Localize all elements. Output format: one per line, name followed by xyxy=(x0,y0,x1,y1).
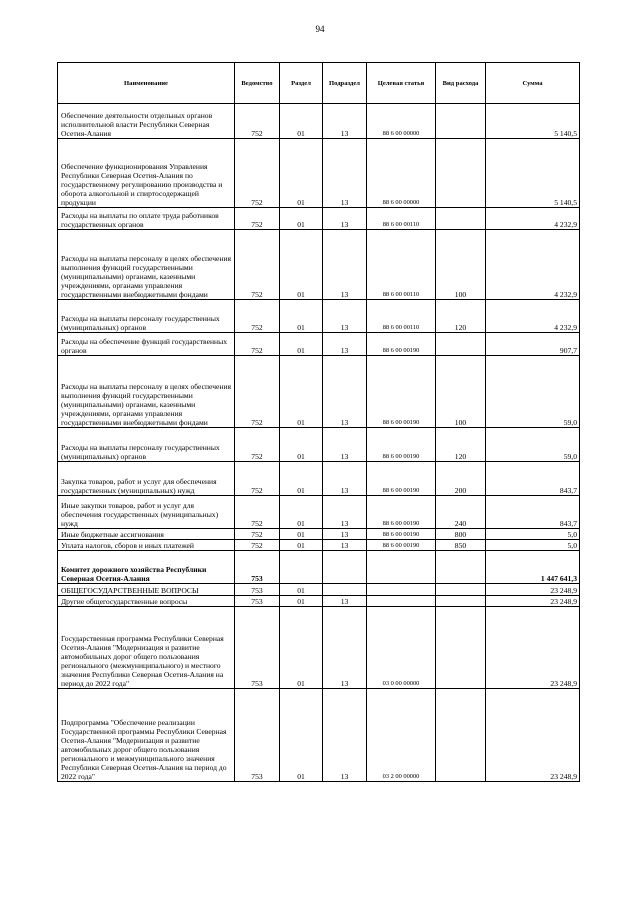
cell-expense-type: 240 xyxy=(436,496,486,529)
cell-target-article: 03 0 00 00000 xyxy=(367,607,436,689)
cell-podrazdel: 13 xyxy=(323,529,367,540)
table-row xyxy=(58,596,580,607)
cell-name: Закупка товаров, работ и услуг для обеспечения государственных (муниципальных) нужд xyxy=(58,462,235,496)
cell-expense-type xyxy=(436,208,486,230)
cell-target-article: 88 6 00 00190 xyxy=(367,540,436,551)
header-name: Наименование xyxy=(58,63,235,104)
header-vedomstvo: Ведомство xyxy=(235,63,280,104)
cell-vedomstvo: 752 xyxy=(235,208,280,230)
cell-sum: 5 140,5 xyxy=(486,104,580,139)
cell-name: Расходы на обеспечение функций государственных органов xyxy=(58,333,235,356)
cell-target-article: 88 6 00 00000 xyxy=(367,104,436,139)
cell-name: Комитет дорожного хозяйства Республики Северная Осетия-Алания xyxy=(58,551,235,584)
cell-razdel: 01 xyxy=(280,462,323,496)
cell-sum: 23 248,9 xyxy=(486,596,580,607)
cell-target-article: 88 6 00 00000 xyxy=(367,139,436,208)
cell-target-article xyxy=(367,584,436,596)
cell-razdel: 01 xyxy=(280,689,323,782)
cell-razdel: 01 xyxy=(280,104,323,139)
cell-name: Другие общегосударственные вопросы xyxy=(58,596,235,607)
table-row xyxy=(58,139,580,208)
cell-vedomstvo: 752 xyxy=(235,300,280,333)
cell-podrazdel: 13 xyxy=(323,540,367,551)
cell-vedomstvo: 753 xyxy=(235,596,280,607)
cell-target-article: 88 6 00 00190 xyxy=(367,529,436,540)
cell-vedomstvo: 752 xyxy=(235,496,280,529)
cell-sum: 5,0 xyxy=(486,540,580,551)
cell-vedomstvo: 752 xyxy=(235,333,280,356)
cell-vedomstvo: 753 xyxy=(235,584,280,596)
cell-vedomstvo: 753 xyxy=(235,689,280,782)
cell-vedomstvo: 752 xyxy=(235,356,280,428)
cell-name: Подпрограмма "Обеспечение реализации Государственной программы Республики Северная Осетия-Алания "Модернизация и развитие автомобильных дорог общего пользования регионального и межмуниципального значения Республики Северная Осетия-Алания на период до 2022 года" xyxy=(58,689,235,782)
cell-name: Расходы на выплаты по оплате труда работников государственных органов xyxy=(58,208,235,230)
header-razdel: Раздел xyxy=(280,63,323,104)
header-podrazdel: Подраздел xyxy=(323,63,367,104)
cell-podrazdel: 13 xyxy=(323,462,367,496)
cell-name: Уплата налогов, сборов и иных платежей xyxy=(58,540,235,551)
cell-name: Иные бюджетные ассигнования xyxy=(58,529,235,540)
cell-podrazdel: 13 xyxy=(323,496,367,529)
header-sum: Сумма xyxy=(486,63,580,104)
cell-vedomstvo: 752 xyxy=(235,428,280,462)
cell-expense-type xyxy=(436,333,486,356)
cell-razdel: 01 xyxy=(280,607,323,689)
cell-target-article: 88 6 00 00190 xyxy=(367,356,436,428)
cell-sum: 843,7 xyxy=(486,496,580,529)
cell-razdel: 01 xyxy=(280,428,323,462)
cell-expense-type: 200 xyxy=(436,462,486,496)
cell-expense-type xyxy=(436,139,486,208)
table-row xyxy=(58,462,580,496)
table-row xyxy=(58,496,580,529)
table-row xyxy=(58,208,580,230)
table-row xyxy=(58,104,580,139)
cell-podrazdel: 13 xyxy=(323,300,367,333)
cell-name: Расходы на выплаты персоналу государственных (муниципальных) органов xyxy=(58,428,235,462)
cell-razdel: 01 xyxy=(280,230,323,300)
cell-podrazdel: 13 xyxy=(323,689,367,782)
table-row xyxy=(58,333,580,356)
cell-sum: 4 232,9 xyxy=(486,208,580,230)
table-row xyxy=(58,300,580,333)
cell-razdel: 01 xyxy=(280,208,323,230)
cell-target-article: 88 6 00 00190 xyxy=(367,428,436,462)
cell-razdel: 01 xyxy=(280,596,323,607)
cell-vedomstvo: 752 xyxy=(235,230,280,300)
cell-expense-type xyxy=(436,607,486,689)
cell-sum: 5,0 xyxy=(486,529,580,540)
cell-vedomstvo: 752 xyxy=(235,139,280,208)
page-number: 94 xyxy=(315,24,325,34)
cell-podrazdel: 13 xyxy=(323,104,367,139)
table-row xyxy=(58,230,580,300)
cell-razdel: 01 xyxy=(280,333,323,356)
cell-razdel xyxy=(280,551,323,584)
cell-target-article: 88 6 00 00110 xyxy=(367,300,436,333)
table-row xyxy=(58,584,580,596)
table-row xyxy=(58,356,580,428)
table-body xyxy=(58,104,580,782)
cell-sum: 59,0 xyxy=(486,356,580,428)
cell-razdel: 01 xyxy=(280,300,323,333)
cell-podrazdel: 13 xyxy=(323,333,367,356)
cell-name: Расходы на выплаты персоналу в целях обеспечения выполнения функций государственными (муниципальными) органами, казенными учреждениями, органами управления государственными внебюджетными фондами xyxy=(58,230,235,300)
cell-razdel: 01 xyxy=(280,540,323,551)
budget-table xyxy=(57,62,580,782)
cell-sum: 4 232,9 xyxy=(486,230,580,300)
cell-vedomstvo: 752 xyxy=(235,540,280,551)
cell-sum: 59,0 xyxy=(486,428,580,462)
cell-name: Иные закупки товаров, работ и услуг для обеспечения государственных (муниципальных) нужд xyxy=(58,496,235,529)
cell-expense-type: 120 xyxy=(436,428,486,462)
cell-target-article: 88 6 00 00110 xyxy=(367,230,436,300)
cell-expense-type: 100 xyxy=(436,230,486,300)
cell-expense-type: 100 xyxy=(436,356,486,428)
table-row xyxy=(58,428,580,462)
cell-podrazdel: 13 xyxy=(323,596,367,607)
header-target-article: Целевая статья xyxy=(367,63,436,104)
cell-podrazdel xyxy=(323,584,367,596)
table-row xyxy=(58,529,580,540)
cell-target-article: 88 6 00 00190 xyxy=(367,496,436,529)
cell-podrazdel: 13 xyxy=(323,139,367,208)
table-header-row xyxy=(58,63,580,104)
cell-vedomstvo: 752 xyxy=(235,529,280,540)
cell-expense-type xyxy=(436,104,486,139)
cell-sum: 23 248,9 xyxy=(486,689,580,782)
table-row xyxy=(58,551,580,584)
cell-expense-type: 120 xyxy=(436,300,486,333)
cell-target-article xyxy=(367,551,436,584)
cell-razdel: 01 xyxy=(280,356,323,428)
cell-expense-type: 800 xyxy=(436,529,486,540)
cell-vedomstvo: 753 xyxy=(235,607,280,689)
cell-target-article: 88 6 00 00190 xyxy=(367,333,436,356)
header-expense-type: Вид расхода xyxy=(436,63,486,104)
cell-name: Расходы на выплаты персоналу в целях обеспечения выполнения функций государственными (муниципальными) органами, казенными учреждениями, органами управления государственными внебюджетными фондами xyxy=(58,356,235,428)
cell-expense-type xyxy=(436,596,486,607)
cell-sum: 23 248,9 xyxy=(486,607,580,689)
cell-expense-type xyxy=(436,584,486,596)
cell-sum: 23 248,9 xyxy=(486,584,580,596)
cell-expense-type xyxy=(436,689,486,782)
cell-sum: 907,7 xyxy=(486,333,580,356)
cell-razdel: 01 xyxy=(280,139,323,208)
table-row xyxy=(58,607,580,689)
cell-name: Расходы на выплаты персоналу государственных (муниципальных) органов xyxy=(58,300,235,333)
cell-target-article: 88 6 00 00110 xyxy=(367,208,436,230)
cell-razdel: 01 xyxy=(280,529,323,540)
table-row xyxy=(58,540,580,551)
cell-sum: 843,7 xyxy=(486,462,580,496)
cell-vedomstvo: 752 xyxy=(235,104,280,139)
cell-target-article: 03 2 00 00000 xyxy=(367,689,436,782)
cell-name: ОБЩЕГОСУДАРСТВЕННЫЕ ВОПРОСЫ xyxy=(58,584,235,596)
cell-sum: 4 232,9 xyxy=(486,300,580,333)
cell-podrazdel: 13 xyxy=(323,356,367,428)
cell-expense-type: 850 xyxy=(436,540,486,551)
cell-podrazdel xyxy=(323,551,367,584)
cell-podrazdel: 13 xyxy=(323,230,367,300)
cell-sum: 1 447 641,3 xyxy=(486,551,580,584)
cell-vedomstvo: 753 xyxy=(235,551,280,584)
cell-podrazdel: 13 xyxy=(323,607,367,689)
cell-vedomstvo: 752 xyxy=(235,462,280,496)
cell-expense-type xyxy=(436,551,486,584)
cell-target-article xyxy=(367,596,436,607)
cell-name: Обеспечение деятельности отдельных органов исполнительной власти Республики Северная Осетия-Алания xyxy=(58,104,235,139)
cell-razdel: 01 xyxy=(280,496,323,529)
cell-name: Обеспечение функционирования Управления Республики Северная Осетия-Алания по государственному регулированию производства и оборота алкогольной и спиртосодержащей продукции xyxy=(58,139,235,208)
cell-name: Государственная программа Республики Северная Осетия-Алания "Модернизация и развитие автомобильных дорог общего пользования регионального (межмуниципального) и местного значения Республики Северная Осетия-Алания на период до 2022 года" xyxy=(58,607,235,689)
cell-sum: 5 140,5 xyxy=(486,139,580,208)
table-row xyxy=(58,689,580,782)
cell-podrazdel: 13 xyxy=(323,208,367,230)
cell-podrazdel: 13 xyxy=(323,428,367,462)
cell-razdel: 01 xyxy=(280,584,323,596)
cell-target-article: 88 6 00 00190 xyxy=(367,462,436,496)
